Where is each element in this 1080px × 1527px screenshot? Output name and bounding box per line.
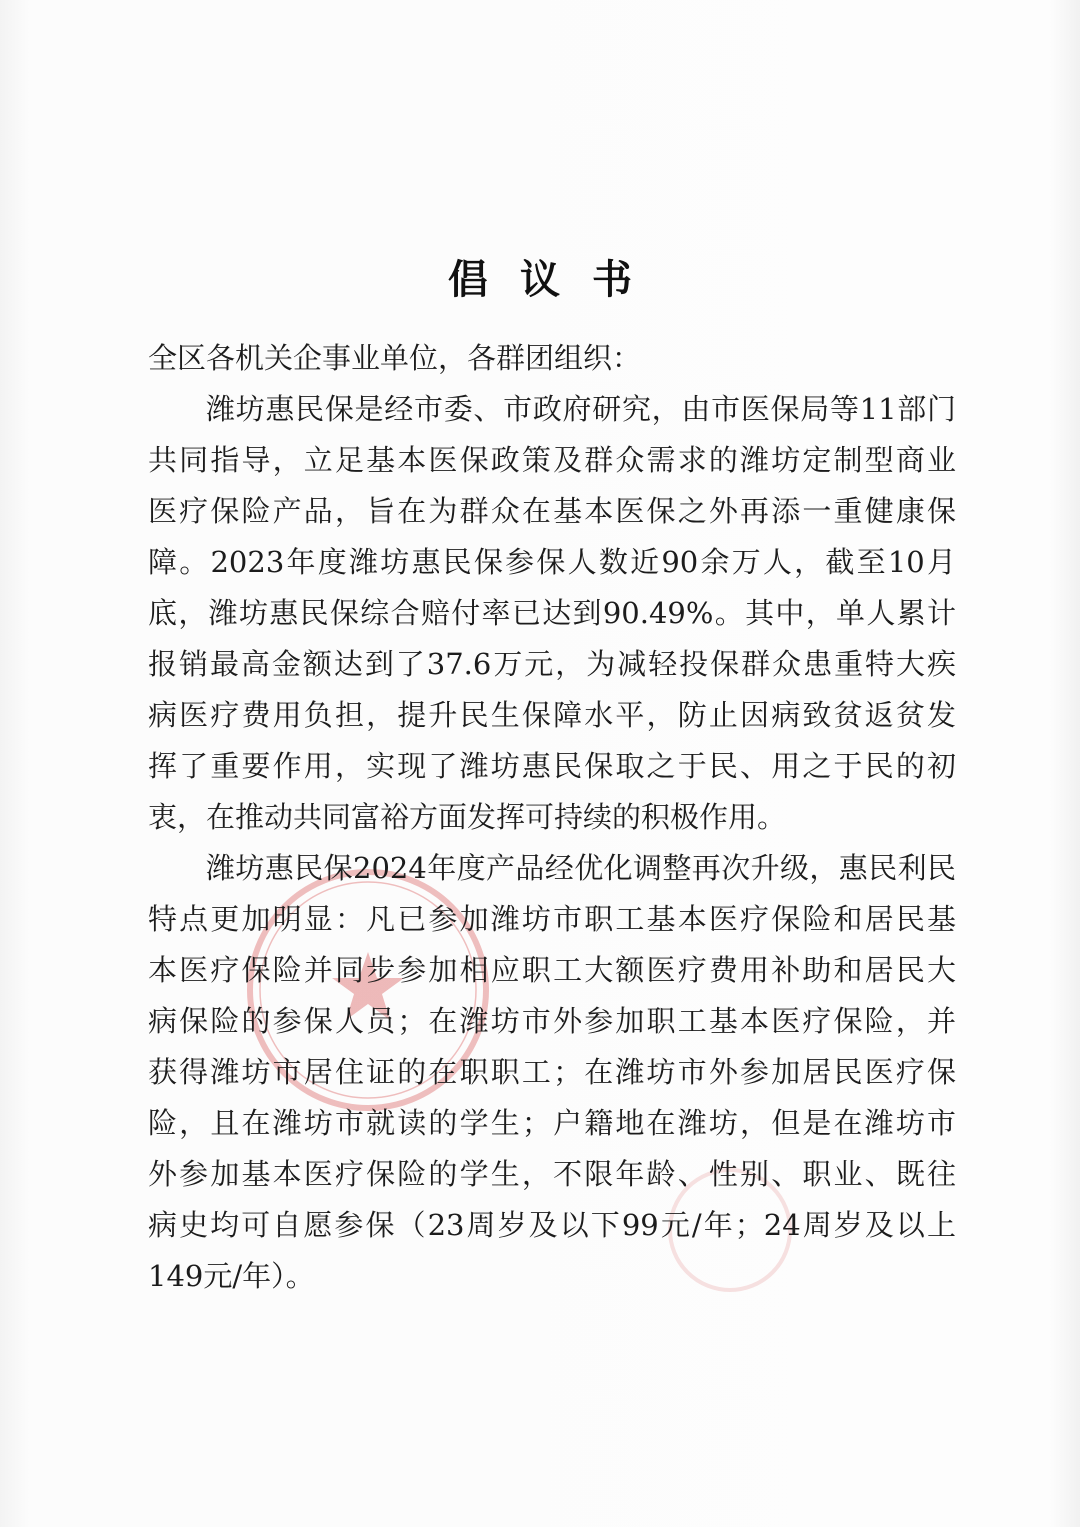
paragraph-1-line: 挥了重要作用，实现了潍坊惠民保取之于民、用之于民的初 (148, 749, 956, 783)
paragraph-2-line: 特点更加明显：凡已参加潍坊市职工基本医疗保险和居民基 (148, 902, 956, 936)
paragraph-1-line: 衷，在推动共同富裕方面发挥可持续的积极作用。 (148, 800, 787, 834)
paragraph-2-line: 病史均可自愿参保（23周岁及以下99元/年；24周岁及以上 (148, 1208, 956, 1242)
paragraph-2-line: 潍坊惠民保2024年度产品经优化调整再次升级，惠民利民 (206, 851, 956, 885)
paragraph-2-line: 外参加基本医疗保险的学生，不限年龄、性别、职业、既往 (148, 1157, 956, 1191)
document-body (148, 333, 956, 1302)
paragraph-1-line: 报销最高金额达到了37.6万元，为减轻投保群众患重特大疾 (148, 647, 956, 681)
paragraph-2-line: 获得潍坊市居住证的在职职工；在潍坊市外参加居民医疗保 (148, 1055, 956, 1089)
paragraph-1-line: 共同指导，立足基本医保政策及群众需求的潍坊定制型商业 (148, 443, 956, 477)
salutation: 全区各机关企事业单位，各群团组织： (148, 341, 642, 375)
paragraph-1-line: 底，潍坊惠民保综合赔付率已达到90.49%。其中，单人累计 (148, 596, 956, 630)
paragraph-1-line: 医疗保险产品，旨在为群众在基本医保之外再添一重健康保 (148, 494, 956, 528)
paragraph-1-line: 障。2023年度潍坊惠民保参保人数近90余万人，截至10月 (148, 545, 956, 579)
paragraph-2-line: 149元/年）。 (148, 1259, 315, 1293)
paragraph-2-line: 病保险的参保人员；在潍坊市外参加职工基本医疗保险，并 (148, 1004, 956, 1038)
paragraph-2-line: 险，且在潍坊市就读的学生；户籍地在潍坊，但是在潍坊市 (148, 1106, 956, 1140)
paragraph-1-line: 病医疗费用负担，提升民生保障水平，防止因病致贫返贫发 (148, 698, 956, 732)
paragraph-1-line: 潍坊惠民保是经市委、市政府研究，由市医保局等11部门 (206, 392, 956, 426)
paragraph-2-line: 本医疗保险并同步参加相应职工大额医疗费用补助和居民大 (148, 953, 956, 987)
document-title: 倡议书 (448, 256, 664, 303)
